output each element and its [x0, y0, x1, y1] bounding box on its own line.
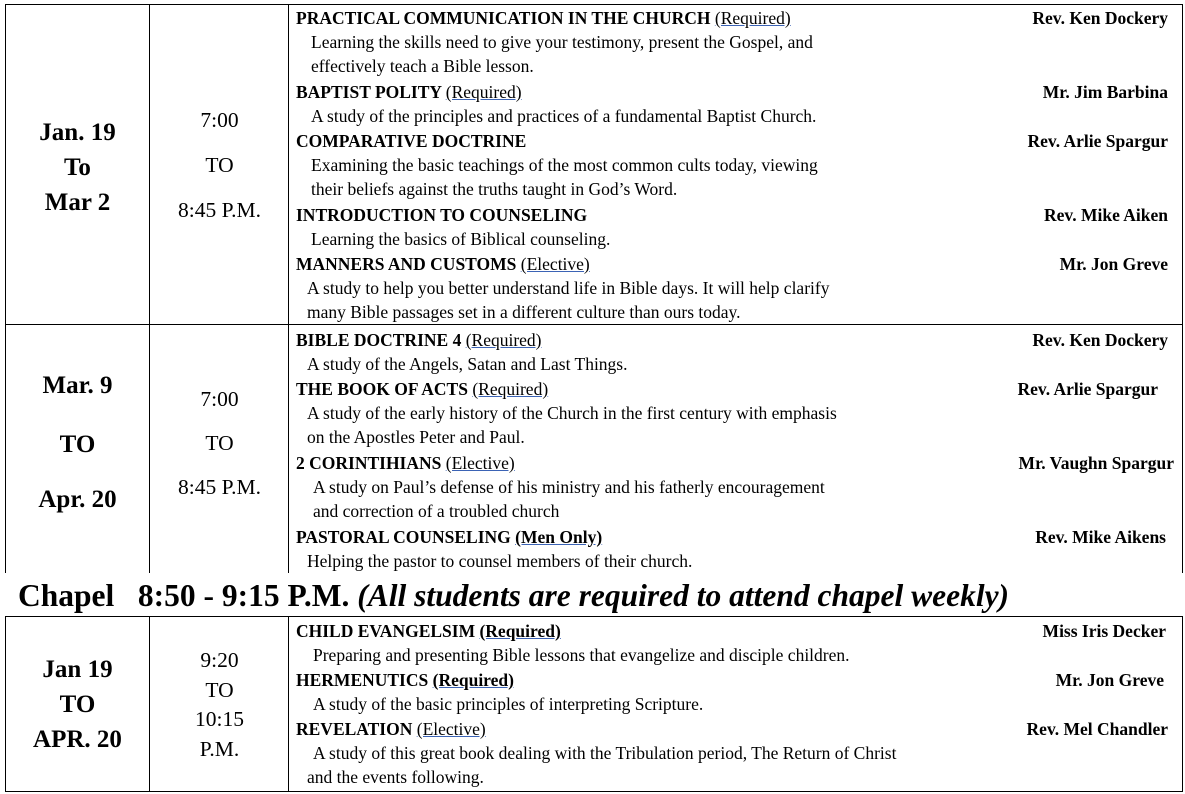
date-end: Apr. 20 [38, 486, 117, 513]
course-title: PASTORAL COUNSELING [296, 527, 516, 547]
date-range [6, 115, 149, 220]
time-range [151, 646, 288, 764]
course-title: HERMENUTICS [296, 670, 433, 690]
column-divider [149, 617, 150, 791]
course-description: A study of the Angels, Satan and Last Things. [307, 354, 628, 374]
course-description: A study on Paul’s defense of his ministry and his fatherly encouragement and correction of a troubled church [313, 477, 825, 521]
course-title: 2 CORINTIHIANS [296, 453, 446, 473]
time-end: 8:45 P.M. [177, 198, 262, 222]
chapel-notice [18, 577, 1009, 615]
time-range [151, 377, 288, 509]
course-status: (Required) [714, 8, 791, 28]
course-description: A study of the basic principles of interpreting Scripture. [313, 694, 704, 714]
course-status: (Required) [479, 621, 561, 641]
course-status: (Required) [472, 379, 549, 399]
course-instructor: Rev. Arlie Spargur [1027, 131, 1168, 151]
date-to: TO [59, 431, 96, 458]
course-description: Preparing and presenting Bible lessons that evangelize and disciple children. [313, 645, 850, 665]
course-description: Examining the basic teachings of the most common cults today, viewing their beliefs against the truths taught in God’s Word. [311, 155, 818, 199]
date-start: Jan 19 [42, 656, 113, 683]
column-divider [149, 5, 150, 325]
course-title: BIBLE DOCTRINE 4 [296, 330, 466, 350]
course-instructor: Miss Iris Decker [1042, 621, 1166, 641]
course-instructor: Mr. Jim Barbina [1042, 82, 1168, 102]
course-status: (Men Only) [515, 527, 603, 547]
course-instructor: Mr. Jon Greve [1059, 254, 1168, 274]
course-instructor: Rev. Ken Dockery [1032, 8, 1168, 28]
course-status: (Elective) [416, 719, 486, 739]
time-start: 7:00 [200, 108, 239, 132]
date-end: Mar 2 [44, 189, 111, 216]
time-start: 7:00 [200, 387, 239, 411]
column-divider [288, 617, 289, 791]
time-range [151, 98, 288, 233]
time-end: 10:15 [195, 707, 244, 731]
schedule-block-3 [5, 616, 1183, 792]
course-title: THE BOOK OF ACTS [296, 379, 473, 399]
column-divider [149, 325, 150, 573]
course-description: A study of the early history of the Church in the first century with emphasis on the Apostles Peter and Paul. [307, 403, 837, 447]
time-to: TO [205, 431, 234, 455]
chapel-time: Chapel 8:50 - 9:15 P.M. [18, 578, 350, 613]
course-status: (Elective) [445, 453, 515, 473]
course-status: (Elective) [520, 254, 590, 274]
date-to: To [64, 154, 91, 181]
course-instructor: Rev. Mel Chandler [1026, 719, 1168, 739]
time-end: 8:45 P.M. [177, 475, 262, 499]
course-title: CHILD EVANGELSIM [296, 621, 480, 641]
course-description: Helping the pastor to counsel members of their church. [307, 551, 693, 571]
date-range [6, 652, 149, 757]
date-end: APR. 20 [33, 726, 122, 753]
course-title: INTRODUCTION TO COUNSELING [296, 205, 588, 225]
schedule-block-1 [5, 4, 1183, 326]
column-divider [288, 325, 289, 573]
course-status: (Required) [465, 330, 542, 350]
course-instructor: Mr. Jon Greve [1055, 670, 1164, 690]
course-description: A study of this great book dealing with the Tribulation period, The Return of Christ and the events following. [307, 743, 897, 787]
column-divider [288, 5, 289, 325]
time-to: TO [205, 153, 234, 177]
date-range [6, 367, 149, 515]
date-start: Jan. 19 [39, 119, 116, 146]
course-instructor: Rev. Mike Aiken [1044, 205, 1168, 225]
course-title: COMPARATIVE DOCTRINE [296, 131, 527, 151]
course-title: BAPTIST POLITY [296, 82, 446, 102]
schedule-block-2 [5, 324, 1183, 573]
course-title: PRACTICAL COMMUNICATION IN THE CHURCH [296, 8, 715, 28]
course-instructor: Mr. Vaughn Spargur [1018, 453, 1174, 473]
course-description: A study to help you better understand life in Bible days. It will help clarify many Bible passages set in a different culture than ours today. [307, 278, 830, 322]
course-instructor: Rev. Arlie Spargur [1017, 379, 1158, 399]
course-title: REVELATION [296, 719, 417, 739]
time-start: 9:20 [200, 648, 239, 672]
course-status: (Required) [432, 670, 514, 690]
course-description: Learning the basics of Biblical counseling. [311, 229, 611, 249]
time-to: TO [205, 677, 234, 702]
course-status: (Required) [445, 82, 522, 102]
course-instructor: Rev. Ken Dockery [1032, 330, 1168, 350]
date-to: TO [59, 691, 96, 718]
course-instructor: Rev. Mike Aikens [1035, 527, 1166, 547]
course-description: A study of the principles and practices of a fundamental Baptist Church. [311, 106, 817, 126]
course-description: Learning the skills need to give your testimony, present the Gospel, and effectively teach a Bible lesson. [311, 32, 813, 76]
course-title: MANNERS AND CUSTOMS [296, 254, 521, 274]
date-start: Mar. 9 [42, 372, 113, 399]
chapel-note: (All students are required to attend chapel weekly) [357, 578, 1010, 613]
time-end-suffix: P.M. [199, 736, 240, 761]
